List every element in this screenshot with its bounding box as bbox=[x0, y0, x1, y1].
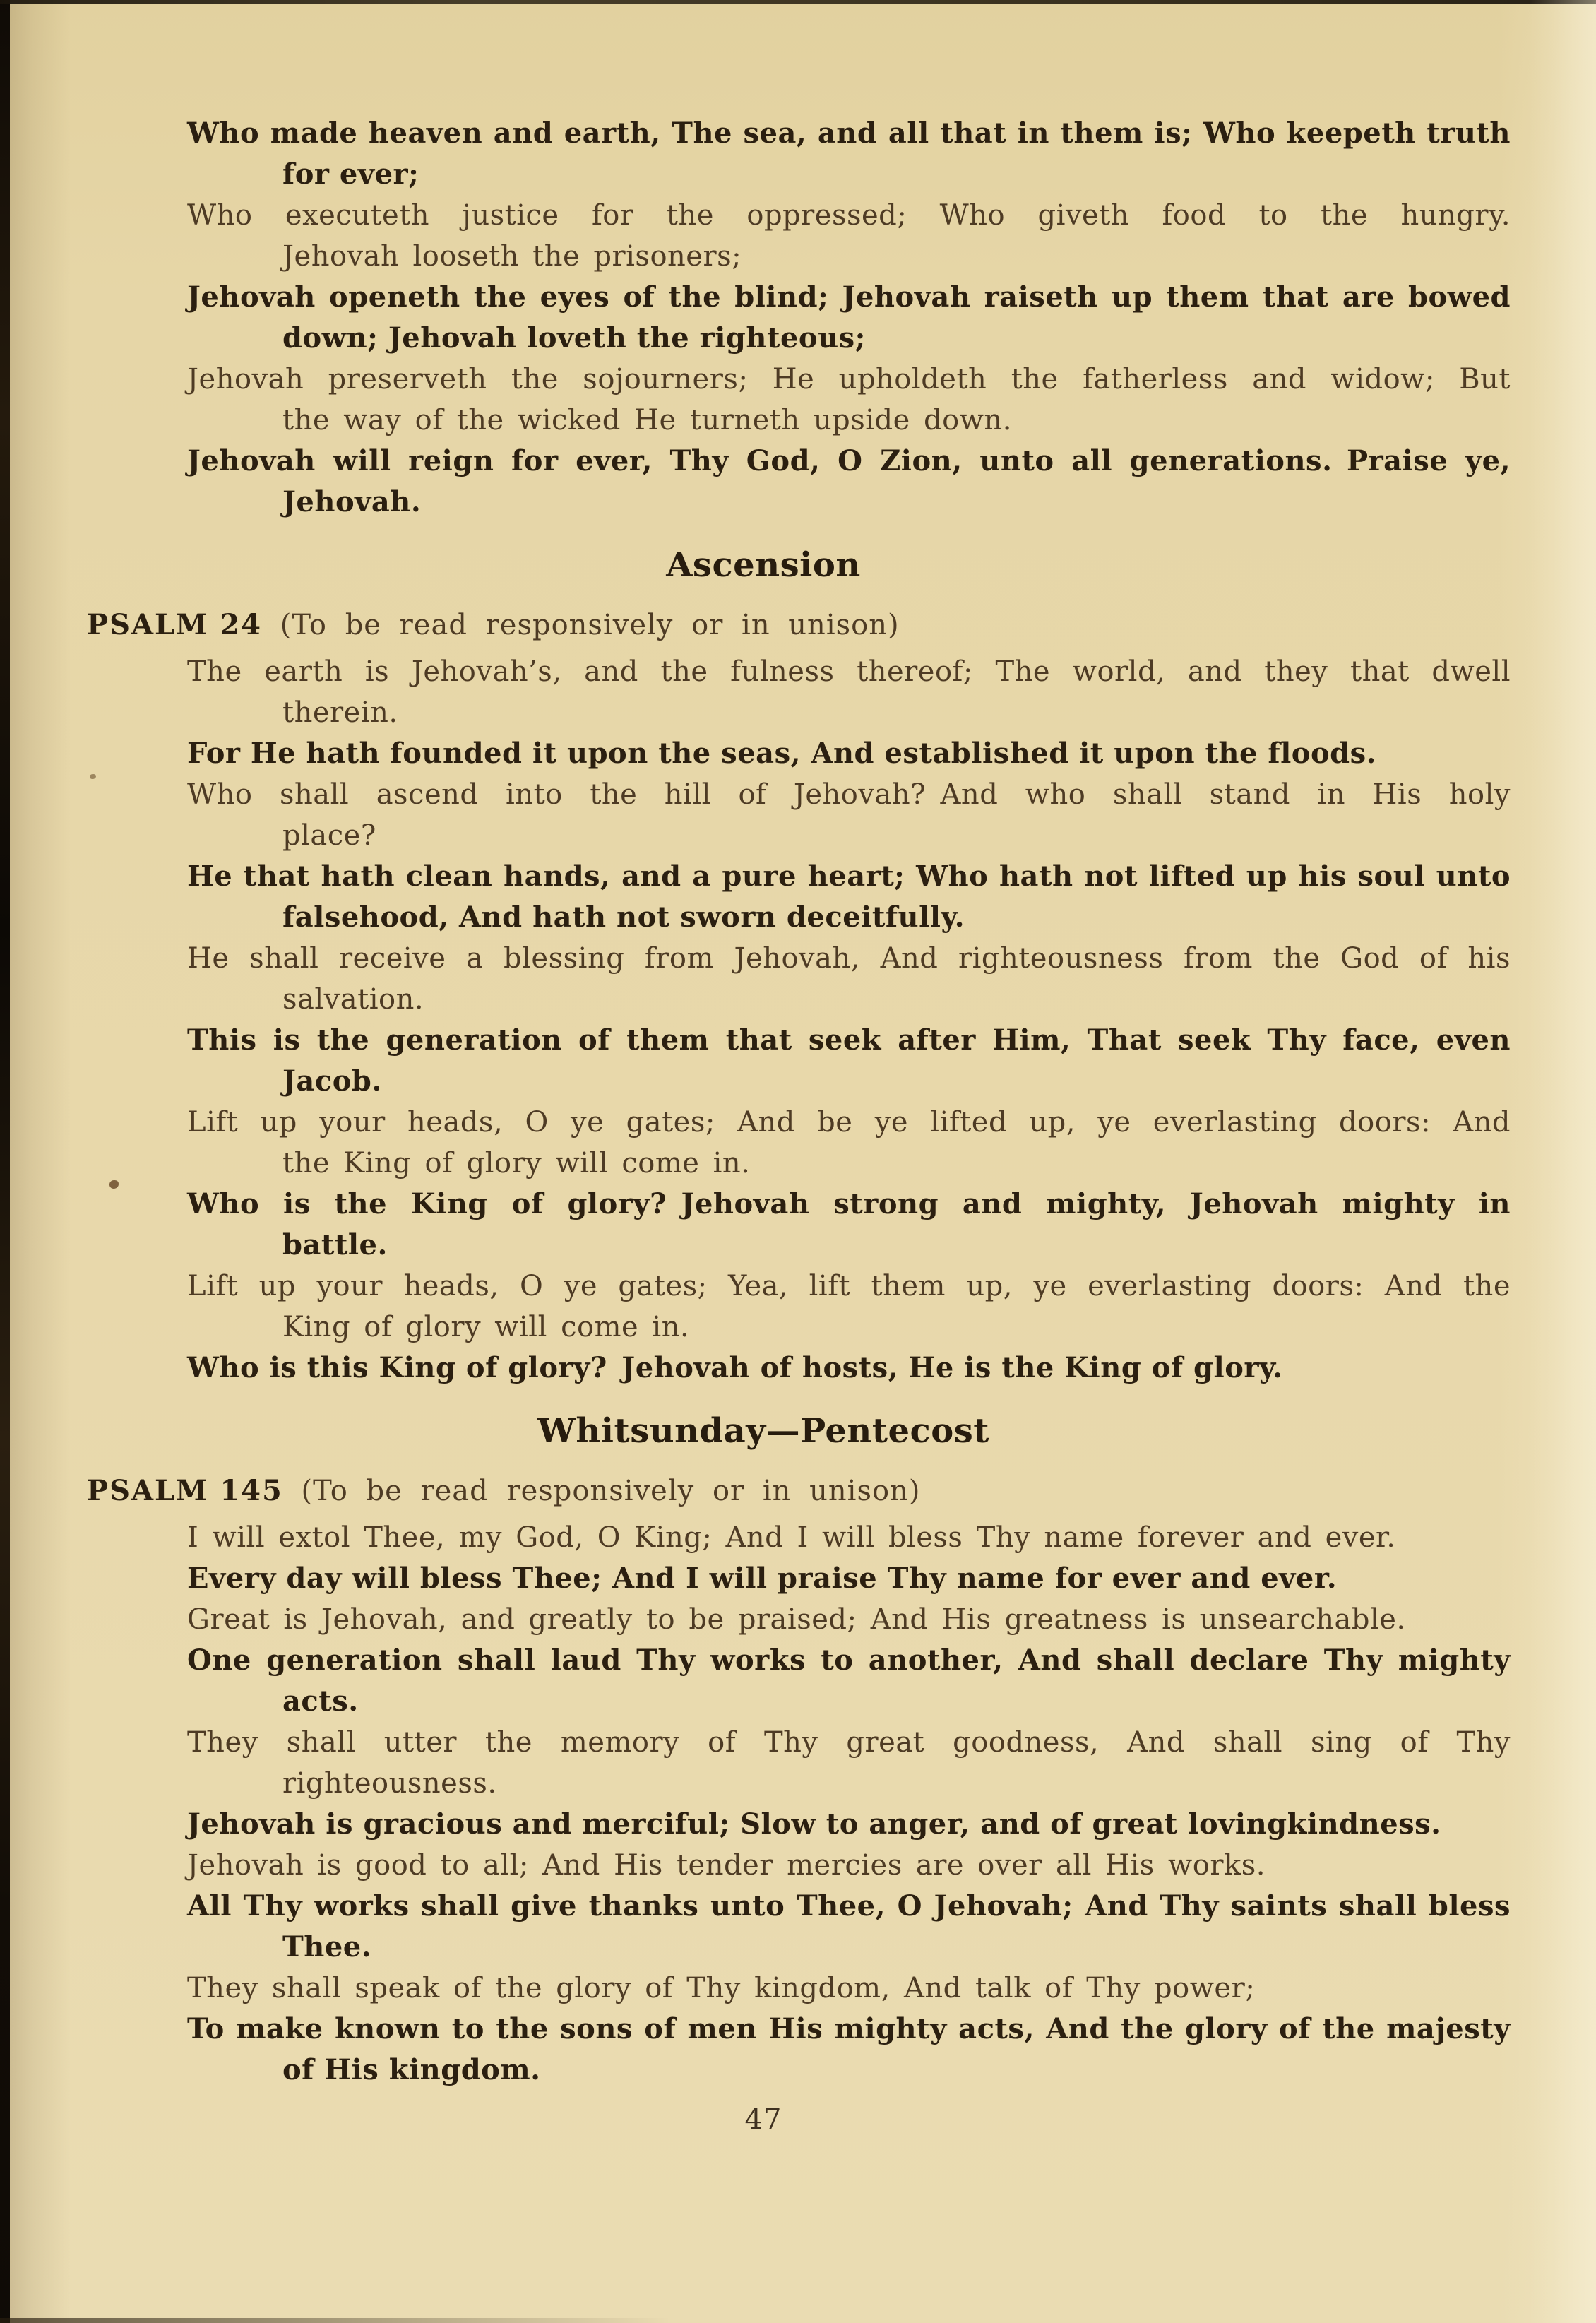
psalm-number-label: PSALM 24 bbox=[87, 608, 262, 641]
book-binding-edge bbox=[0, 0, 10, 2323]
verse-line: Who is this King of glory? Jehovah of hosts, He is the King of glory. bbox=[187, 1351, 1283, 1384]
verse-line: of His kingdom. bbox=[282, 2053, 541, 2086]
verse-line: Jehovah will reign for ever, Thy God, O Zion, unto all generations. Praise ye, bbox=[187, 444, 1511, 477]
verse-line: To make known to the sons of men His mighty acts, And the glory of the majesty bbox=[187, 2012, 1511, 2045]
verse-line: place? bbox=[282, 819, 376, 852]
verse-line: They shall speak of the glory of Thy kingdom, And talk of Thy power; bbox=[187, 1972, 1256, 2004]
verse-line: Who is the King of glory? Jehovah strong and mighty, Jehovah mighty in bbox=[187, 1187, 1511, 1220]
psalm-instruction-label: (To be read responsively or in unison) bbox=[262, 609, 900, 641]
verse-line: righteousness. bbox=[282, 1767, 497, 1800]
verse-line: therein. bbox=[282, 696, 398, 729]
verse-line: for ever; bbox=[282, 158, 419, 191]
verse-line: Jehovah preserveth the sojourners; He upholdeth the fatherless and widow; But bbox=[187, 363, 1511, 396]
verse-line: salvation. bbox=[282, 983, 424, 1016]
verse-line: Who executeth justice for the oppressed; Who giveth food to the hungry. bbox=[187, 199, 1511, 232]
verse-line: He shall receive a blessing from Jehovah, And righteousness from the God of his bbox=[187, 942, 1511, 975]
verse-line: Thee. bbox=[282, 1930, 372, 1963]
verse-line: battle. bbox=[282, 1228, 388, 1261]
verse-line: One generation shall laud Thy works to another, And shall declare Thy mighty bbox=[187, 1644, 1511, 1677]
verse-line: Jehovah is good to all; And His tender mercies are over all His works. bbox=[187, 1849, 1266, 1882]
verse-line: Jehovah. bbox=[282, 485, 422, 518]
verse-line: Jehovah looseth the prisoners; bbox=[282, 240, 742, 273]
psalm-heading bbox=[87, 1471, 1511, 1511]
page-content bbox=[87, 113, 1511, 2140]
verse-line: Lift up your heads, O ye gates; Yea, lift them up, ye everlasting doors: And the bbox=[187, 1270, 1511, 1302]
page-top-edge bbox=[0, 0, 1596, 4]
verse-line: the King of glory will come in. bbox=[282, 1147, 751, 1180]
verse-line: The earth is Jehovah’s, and the fulness thereof; The world, and they that dwell bbox=[187, 655, 1511, 688]
page-number: 47 bbox=[744, 2103, 782, 2136]
verse-line: Great is Jehovah, and greatly to be praised; And His greatness is unsearchable. bbox=[187, 1603, 1406, 1636]
verse-line: Who made heaven and earth, The sea, and all that in them is; Who keepeth truth bbox=[187, 117, 1511, 150]
verse-line: All Thy works shall give thanks unto Thee, O Jehovah; And Thy saints shall bless bbox=[187, 1889, 1511, 1923]
verse-line: For He hath founded it upon the seas, And established it upon the floods. bbox=[187, 737, 1377, 770]
page-right-light-edge bbox=[1529, 0, 1596, 2323]
verse-line: the way of the wicked He turneth upside down. bbox=[282, 404, 1012, 436]
section-heading: Ascension bbox=[666, 545, 861, 585]
verse-line: I will extol Thee, my God, O King; And I will bless Thy name forever and ever. bbox=[187, 1521, 1396, 1554]
verse-line: He that hath clean hands, and a pure heart; Who hath not lifted up his soul unto bbox=[187, 860, 1511, 893]
verse-line: Jehovah openeth the eyes of the blind; Jehovah raiseth up them that are bowed bbox=[187, 280, 1511, 314]
verse-line: down; Jehovah loveth the righteous; bbox=[282, 321, 866, 355]
verse-line: They shall utter the memory of Thy great goodness, And shall sing of Thy bbox=[187, 1726, 1511, 1759]
verse-line: Jehovah is gracious and merciful; Slow to anger, and of great lovingkindness. bbox=[187, 1807, 1441, 1841]
verse-line: Jacob. bbox=[282, 1064, 382, 1098]
verse-line: Lift up your heads, O ye gates; And be ye lifted up, ye everlasting doors: And bbox=[187, 1106, 1511, 1139]
verse-line: Who shall ascend into the hill of Jehovah? And who shall stand in His holy bbox=[187, 778, 1511, 811]
section-heading: Whitsunday—Pentecost bbox=[537, 1411, 989, 1451]
verse-line: falsehood, And hath not sworn deceitfully. bbox=[282, 901, 965, 934]
psalm-heading bbox=[87, 605, 1511, 646]
verse-line: acts. bbox=[282, 1685, 359, 1718]
psalm-number-label: PSALM 145 bbox=[87, 1474, 283, 1507]
page-bottom-edge bbox=[0, 2318, 671, 2323]
psalm-instruction-label: (To be read responsively or in unison) bbox=[282, 1475, 921, 1507]
verse-line: Every day will bless Thee; And I will praise Thy name for ever and ever. bbox=[187, 1562, 1338, 1595]
verse-line: This is the generation of them that seek after Him, That seek Thy face, even bbox=[187, 1023, 1511, 1057]
verse-line: King of glory will come in. bbox=[282, 1311, 690, 1343]
